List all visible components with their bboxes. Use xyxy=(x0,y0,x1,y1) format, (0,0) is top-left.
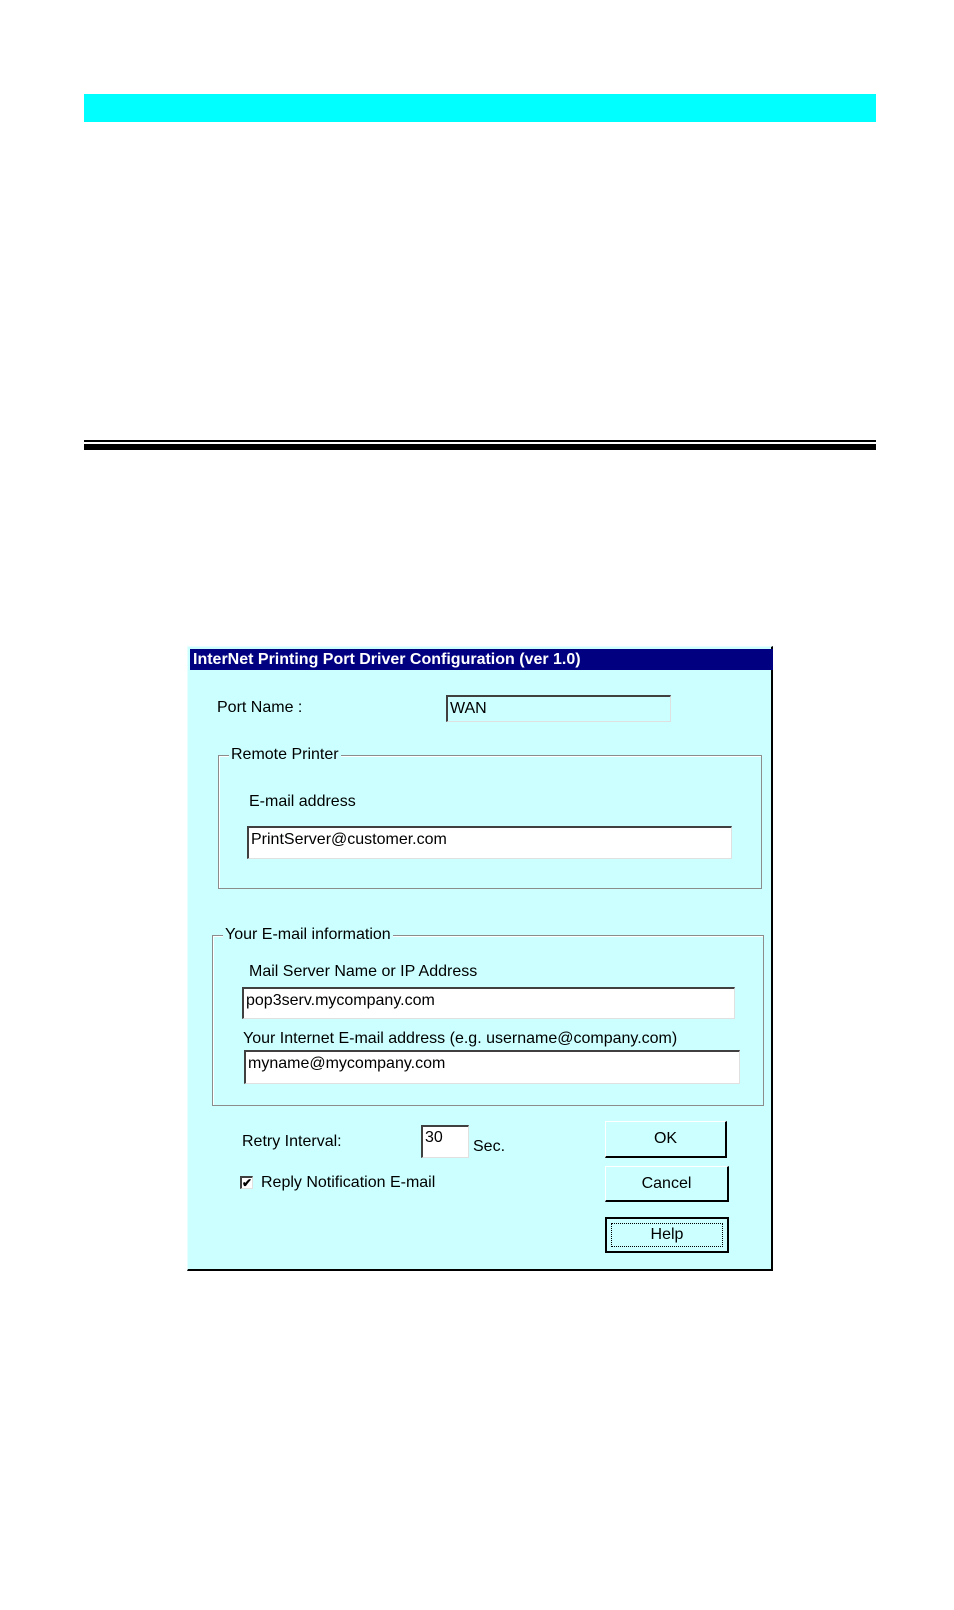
mail-server-input[interactable]: pop3serv.mycompany.com xyxy=(242,987,735,1019)
remote-email-label: E-mail address xyxy=(249,793,356,810)
divider-thick xyxy=(84,444,876,450)
reply-notification-checkbox[interactable] xyxy=(240,1176,253,1189)
retry-interval-label: Retry Interval: xyxy=(242,1133,342,1150)
your-email-legend: Your E-mail information xyxy=(225,926,391,943)
reply-notification-label: Reply Notification E-mail xyxy=(261,1174,436,1191)
ok-button[interactable]: OK xyxy=(605,1121,727,1158)
remote-printer-legend: Remote Printer xyxy=(231,746,339,763)
help-button[interactable]: Help xyxy=(605,1217,729,1253)
port-config-dialog xyxy=(187,646,773,1271)
internet-email-label: Your Internet E-mail address (e.g. username@company.com) xyxy=(243,1030,678,1047)
remote-email-input[interactable]: PrintServer@customer.com xyxy=(247,826,732,859)
cancel-button[interactable]: Cancel xyxy=(605,1166,729,1202)
retry-unit-label: Sec. xyxy=(473,1138,506,1155)
port-name-label: Port Name : xyxy=(217,699,303,716)
remote-printer-group xyxy=(218,755,762,889)
check-mark-icon: ✔ xyxy=(242,1176,253,1190)
dialog-title: InterNet Printing Port Driver Configuration (ver 1.0) xyxy=(190,649,773,670)
retry-interval-input[interactable]: 30 xyxy=(421,1125,469,1158)
cyan-header-band xyxy=(84,94,876,122)
port-name-field[interactable]: WAN xyxy=(446,695,671,722)
mail-server-label: Mail Server Name or IP Address xyxy=(249,963,478,980)
internet-email-input[interactable]: myname@mycompany.com xyxy=(244,1050,740,1084)
divider-thin xyxy=(84,440,876,442)
